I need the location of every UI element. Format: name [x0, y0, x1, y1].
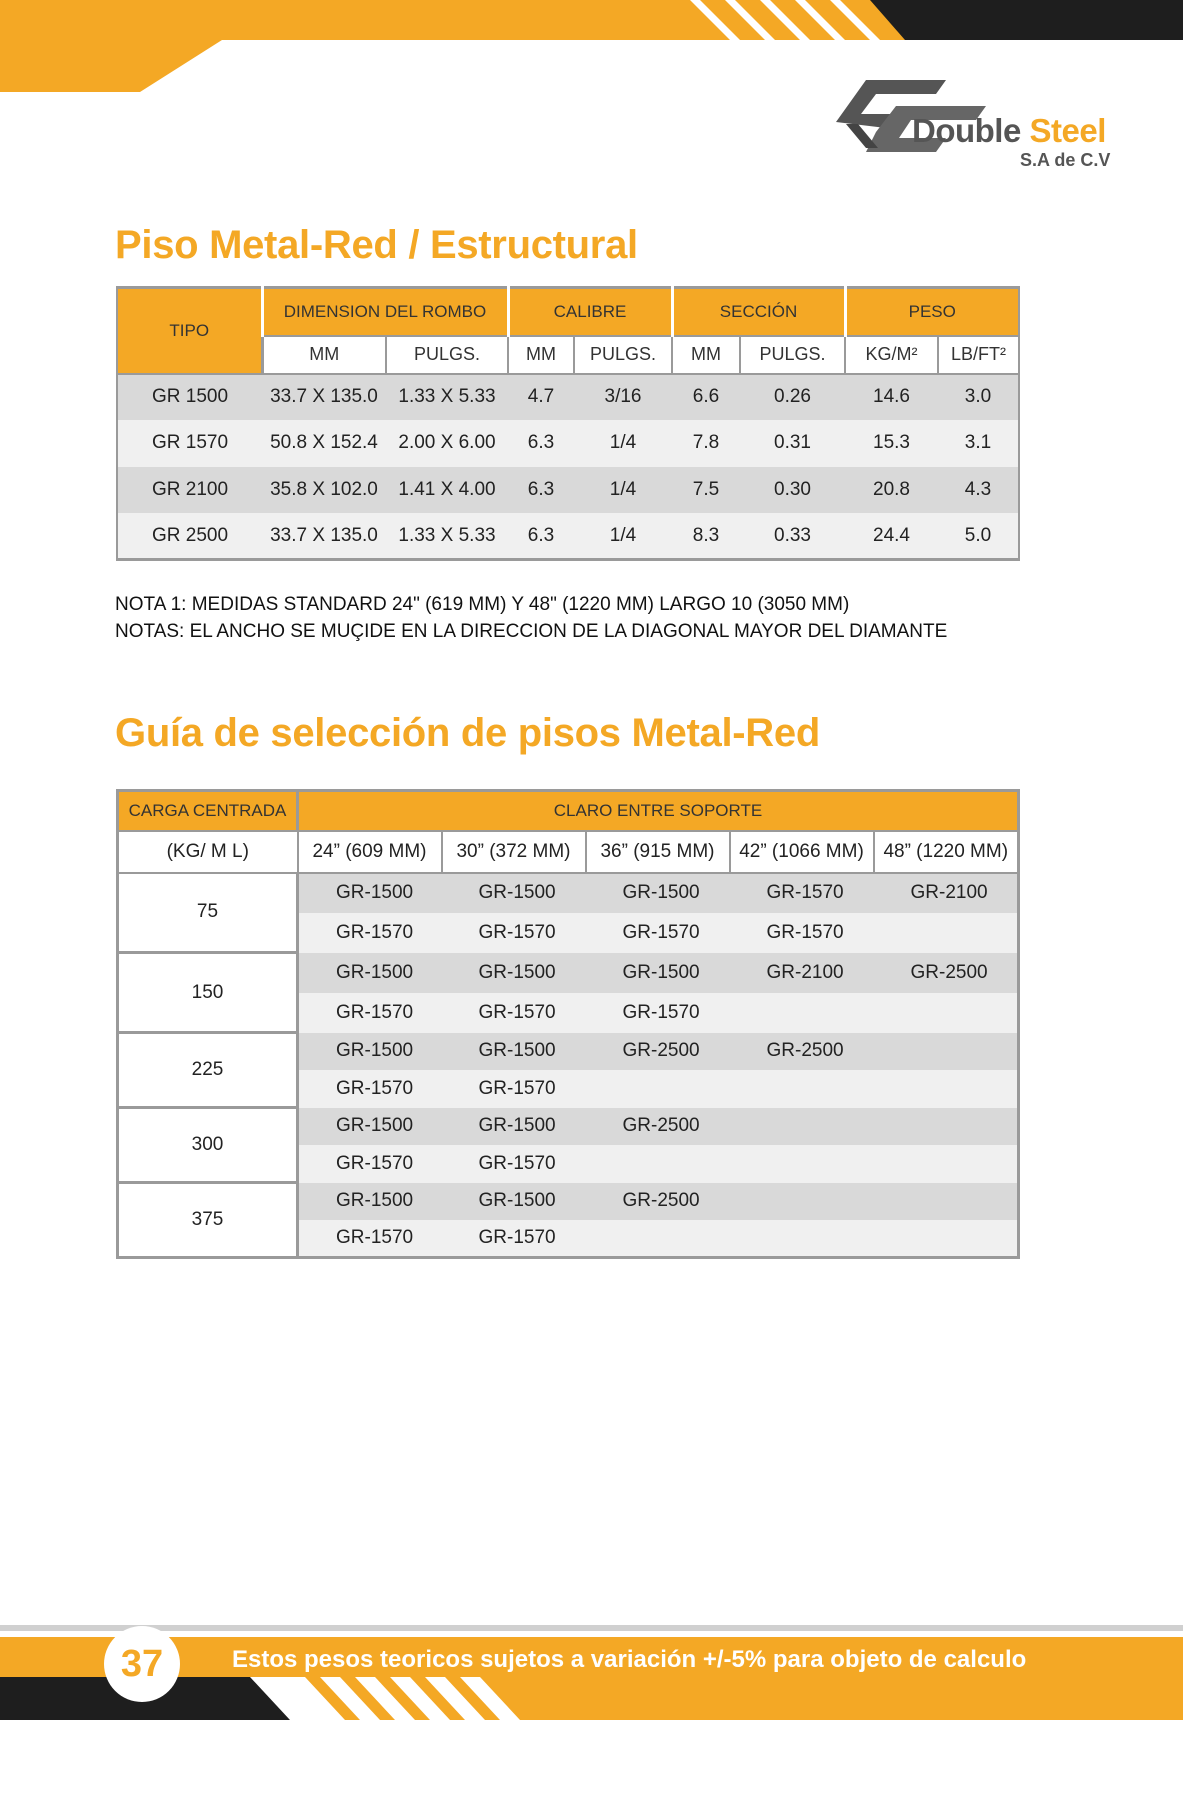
- table-row: [117, 420, 1019, 467]
- cell-seccion-mm: 7.8: [672, 420, 740, 467]
- cell-calibre-pulgs: 1/4: [574, 513, 672, 560]
- load-value: 300: [118, 1108, 298, 1183]
- note-line-1: NOTA 1: MEDIDAS STANDARD 24" (619 MM) Y 48" (1220 MM) LARGO 10 (3050 MM): [115, 594, 850, 615]
- grade-cell: GR-1570: [730, 913, 874, 953]
- cell-seccion-mm: 8.3: [672, 513, 740, 560]
- cell-seccion-mm: 6.6: [672, 374, 740, 421]
- sub-header-dim-mm: MM: [262, 336, 386, 374]
- footer-disclaimer: Estos pesos teoricos sujetos a variación +/-5% para objeto de calculo: [232, 1646, 1027, 1673]
- grade-cell: GR-1570: [442, 993, 586, 1033]
- cell-peso-kg: 15.3: [845, 420, 938, 467]
- grade-cell: [874, 1183, 1019, 1221]
- metal-red-specs-table: [116, 286, 1020, 561]
- grade-cell: GR-1570: [730, 873, 874, 913]
- cell-tipo: GR 1570: [117, 420, 262, 467]
- table-row: [117, 467, 1019, 514]
- brand-name: [912, 112, 1106, 150]
- grade-cell: [586, 1145, 730, 1183]
- grade-cell: GR-1570: [442, 1070, 586, 1108]
- sub-header-seccion-pulgs: PULGS.: [740, 336, 845, 374]
- cell-seccion-pulgs: 0.31: [740, 420, 845, 467]
- span-header-42: 42” (1066 MM): [730, 831, 874, 873]
- cell-dim-mm: 50.8 X 152.4: [262, 420, 386, 467]
- grade-cell: GR-1500: [586, 873, 730, 913]
- span-header-30: 30” (372 MM): [442, 831, 586, 873]
- grade-cell: GR-1500: [298, 873, 442, 913]
- load-value: 75: [118, 873, 298, 953]
- cell-calibre-mm: 6.3: [508, 513, 574, 560]
- span-header-24: 24” (609 MM): [298, 831, 442, 873]
- sub-header-peso-lb: LB/FT²: [938, 336, 1019, 374]
- section1-title: Piso Metal-Red / Estructural: [115, 223, 638, 267]
- grade-cell: GR-1500: [298, 1183, 442, 1221]
- table-row: [118, 1183, 1019, 1221]
- cell-peso-kg: 14.6: [845, 374, 938, 421]
- grade-cell: [586, 1220, 730, 1258]
- cell-calibre-mm: 6.3: [508, 420, 574, 467]
- grade-cell: GR-1500: [442, 953, 586, 993]
- cell-seccion-pulgs: 0.30: [740, 467, 845, 514]
- grade-cell: GR-1570: [298, 993, 442, 1033]
- grade-cell: GR-1500: [586, 953, 730, 993]
- table-row: [117, 513, 1019, 560]
- grade-cell: [730, 1108, 874, 1146]
- grade-cell: GR-1570: [586, 993, 730, 1033]
- grade-cell: [874, 1220, 1019, 1258]
- carga-header: CARGA CENTRADA: [118, 791, 298, 831]
- cell-peso-lb: 3.0: [938, 374, 1019, 421]
- cell-seccion-pulgs: 0.26: [740, 374, 845, 421]
- selection-guide-table: [116, 789, 1020, 1259]
- note-line-2: NOTAS: EL ANCHO SE MUÇIDE EN LA DIRECCION DE LA DIAGONAL MAYOR DEL DIAMANTE: [115, 621, 948, 642]
- table-row: [117, 374, 1019, 421]
- section2-title: Guía de selección de pisos Metal-Red: [115, 711, 820, 755]
- grade-cell: GR-2500: [730, 1033, 874, 1071]
- grade-cell: GR-2500: [586, 1108, 730, 1146]
- grade-cell: [874, 1070, 1019, 1108]
- group-header-seccion: SECCIÓN: [672, 288, 845, 336]
- grade-cell: [874, 1145, 1019, 1183]
- cell-dim-mm: 33.7 X 135.0: [262, 374, 386, 421]
- grade-cell: [730, 1220, 874, 1258]
- grade-cell: [874, 1108, 1019, 1146]
- grade-cell: GR-2500: [874, 953, 1019, 993]
- grade-cell: GR-1570: [298, 913, 442, 953]
- sub-header-calibre-pulgs: PULGS.: [574, 336, 672, 374]
- grade-cell: GR-1500: [442, 1183, 586, 1221]
- sub-header-peso-kg: KG/M²: [845, 336, 938, 374]
- tipo-header: TIPO: [117, 288, 262, 374]
- span-header-48: 48” (1220 MM): [874, 831, 1019, 873]
- sub-header-calibre-mm: MM: [508, 336, 574, 374]
- load-value: 150: [118, 953, 298, 1033]
- cell-tipo: GR 2100: [117, 467, 262, 514]
- table-row: [118, 953, 1019, 993]
- cell-tipo: GR 1500: [117, 374, 262, 421]
- cell-peso-lb: 4.3: [938, 467, 1019, 514]
- grade-cell: [730, 993, 874, 1033]
- table-row: [118, 1033, 1019, 1071]
- grade-cell: GR-1500: [298, 953, 442, 993]
- grade-cell: GR-1500: [442, 1108, 586, 1146]
- brand-name-part1: Double: [912, 112, 1021, 149]
- table-row: [118, 1108, 1019, 1146]
- grade-cell: GR-1570: [442, 1145, 586, 1183]
- grade-cell: GR-1570: [442, 1220, 586, 1258]
- cell-seccion-mm: 7.5: [672, 467, 740, 514]
- grade-cell: GR-1570: [298, 1070, 442, 1108]
- grade-cell: [874, 1033, 1019, 1071]
- brand-name-part2: Steel: [1029, 112, 1106, 149]
- group-header-peso: PESO: [845, 288, 1019, 336]
- grade-cell: GR-1570: [298, 1220, 442, 1258]
- load-value: 225: [118, 1033, 298, 1108]
- grade-cell: GR-1500: [298, 1033, 442, 1071]
- grade-cell: [586, 1070, 730, 1108]
- page-number: 37: [104, 1626, 180, 1702]
- cell-dim-mm: 35.8 X 102.0: [262, 467, 386, 514]
- claro-header: CLARO ENTRE SOPORTE: [298, 791, 1019, 831]
- carga-unit-header: (KG/ M L): [118, 831, 298, 873]
- grade-cell: GR-1570: [586, 913, 730, 953]
- cell-dim-pulgs: 1.33 X 5.33: [386, 513, 508, 560]
- grade-cell: [730, 1145, 874, 1183]
- group-header-dimension: DIMENSION DEL ROMBO: [262, 288, 508, 336]
- cell-calibre-mm: 4.7: [508, 374, 574, 421]
- grade-cell: GR-2500: [586, 1033, 730, 1071]
- cell-calibre-pulgs: 1/4: [574, 420, 672, 467]
- cell-dim-pulgs: 1.33 X 5.33: [386, 374, 508, 421]
- load-value: 375: [118, 1183, 298, 1258]
- cell-calibre-pulgs: 1/4: [574, 467, 672, 514]
- grade-cell: GR-1570: [442, 913, 586, 953]
- cell-calibre-pulgs: 3/16: [574, 374, 672, 421]
- cell-peso-lb: 3.1: [938, 420, 1019, 467]
- cell-tipo: GR 2500: [117, 513, 262, 560]
- sub-header-dim-pulgs: PULGS.: [386, 336, 508, 374]
- group-header-calibre: CALIBRE: [508, 288, 672, 336]
- cell-peso-kg: 24.4: [845, 513, 938, 560]
- grade-cell: [730, 1183, 874, 1221]
- grade-cell: GR-1500: [442, 1033, 586, 1071]
- cell-dim-mm: 33.7 X 135.0: [262, 513, 386, 560]
- grade-cell: [874, 913, 1019, 953]
- cell-seccion-pulgs: 0.33: [740, 513, 845, 560]
- grade-cell: GR-1500: [298, 1108, 442, 1146]
- brand-suffix: S.A de C.V: [1020, 150, 1111, 170]
- cell-calibre-mm: 6.3: [508, 467, 574, 514]
- cell-dim-pulgs: 2.00 X 6.00: [386, 420, 508, 467]
- cell-peso-kg: 20.8: [845, 467, 938, 514]
- span-header-36: 36” (915 MM): [586, 831, 730, 873]
- grade-cell: GR-1500: [442, 873, 586, 913]
- grade-cell: GR-1570: [298, 1145, 442, 1183]
- cell-peso-lb: 5.0: [938, 513, 1019, 560]
- grade-cell: GR-2500: [586, 1183, 730, 1221]
- grade-cell: GR-2100: [874, 873, 1019, 913]
- grade-cell: GR-2100: [730, 953, 874, 993]
- notes: [115, 591, 947, 645]
- grade-cell: [730, 1070, 874, 1108]
- cell-dim-pulgs: 1.41 X 4.00: [386, 467, 508, 514]
- table-row: [118, 873, 1019, 913]
- grade-cell: [874, 993, 1019, 1033]
- sub-header-seccion-mm: MM: [672, 336, 740, 374]
